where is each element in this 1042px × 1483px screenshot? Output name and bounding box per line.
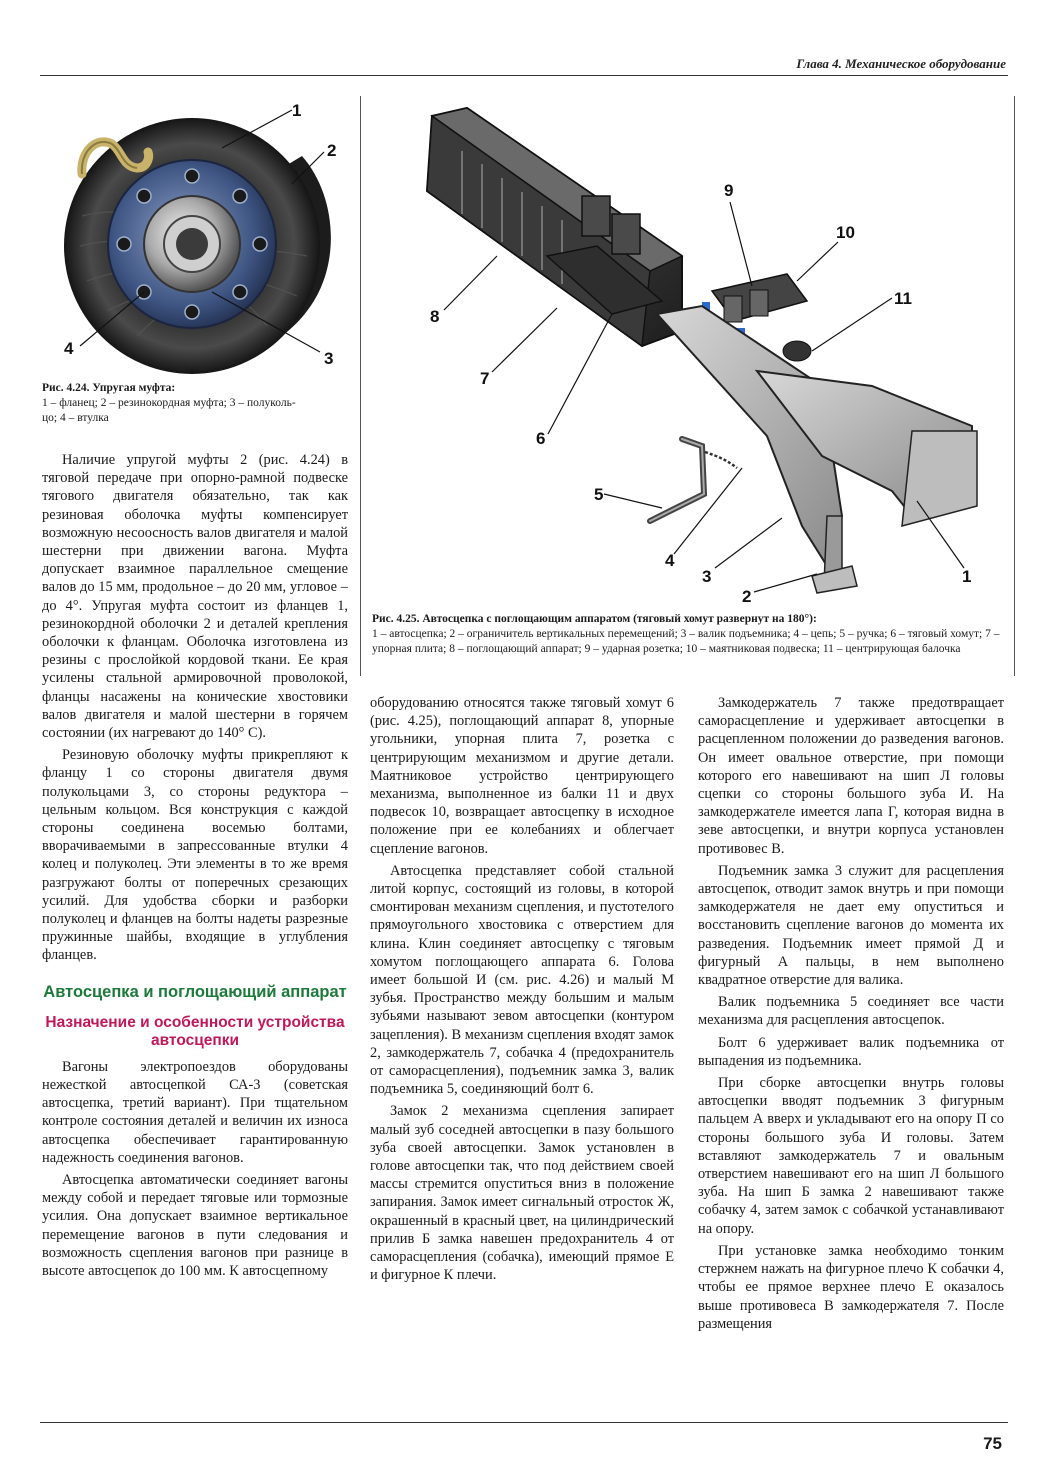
callout-2: 2 <box>742 587 752 606</box>
caption-title: Рис. 4.25. Автосцепка с поглощающим аппаратом (тяговый хомут развернут на 180°): <box>372 613 817 625</box>
callout-1: 1 <box>962 567 972 586</box>
text-column-right <box>698 694 1004 1337</box>
leader-3 <box>715 518 782 568</box>
leader-6 <box>548 314 612 434</box>
callout-5: 5 <box>594 485 604 504</box>
header-rule <box>40 75 1008 76</box>
callout-1: 1 <box>292 101 302 120</box>
figure-4-25 <box>372 96 1012 608</box>
leader-9 <box>730 202 752 286</box>
paragraph: Замкодержатель 7 также предотвращает саморасцепление и удерживает автосцепки в расцепленном положении до разведения вагонов. Он имеет овальное отверстие, при помощи которого его навешивают на шип Л головы сцепки со стороны большого зуба И. На замкодержателе имеется лапа Г, которая видна в зеве автосцепки, и внутри корпуса установлен противовес В. <box>698 695 1004 857</box>
leader-2 <box>754 574 817 592</box>
leader-8 <box>444 256 497 310</box>
paragraph: Болт 6 удерживает валик подъемника от выпадения из подъемника. <box>698 1034 1004 1069</box>
callout-10: 10 <box>836 223 855 242</box>
column-divider-right <box>1014 96 1015 676</box>
paragraph: Валик подъемника 5 соединяет все части механизма для расцепления автосцепок. <box>698 994 1004 1029</box>
section-heading: Автосцепка и поглощающий аппарат <box>43 982 347 1001</box>
paragraph: Замок 2 механизма сцепления запирает малый зуб соседней автосцепки в пазу большого зуба своей автосцепки. Замок установлен в голове автосцепки так, что под действием своей массы стремится опуститься вниз в положение запирания. Замок имеет сигнальный отросток Ж, окрашенный в красный цвет, на цилиндрический прилив Б замка навешен предохранитель 4 от саморасцепления (собачка), имеющий прямое Е и фигурное К плечи. <box>370 1103 674 1284</box>
callout-8: 8 <box>430 307 440 326</box>
leader-10 <box>797 242 838 281</box>
figure-4-24-caption <box>42 381 352 426</box>
paragraph: При установке замка необходимо тонким стержнем нажать на фигурное плечо К собачки 4, чтобы ее прямое верхнее плечо Е оказалось выше противовеса В замкодержателя 7. После размещения <box>698 1242 1004 1332</box>
paragraph: Резиновую оболочку муфты прикрепляют к фланцу 1 со стороны двигателя двумя полукольцами 3, со стороны редуктора – цельным кольцом. Вся конструкция с каждой стороны соединена восемью болтами, вворачиваемыми в запрессованные втулки 4 колец и полуколец. Эти элементы в то же время разгружают болты от поперечных срезающих усилий. Для удобства сборки и разборки полуколец и фланцев на болты надеты разрезные пружинные шайбы, входящие в углубления фланцев. <box>42 747 348 964</box>
caption-title: Рис. 4.24. Упругая муфта: <box>42 382 176 394</box>
shaft-hole <box>176 228 208 260</box>
paragraph: Наличие упругой муфты 2 (рис. 4.24) в тяговой передаче при опорно-рамной подвеске тягового двигателя обязательно, так как резиновая оболочка муфты компенсирует возможную несоосность валов двигателя и малой шестерни при движении вагона. Муфта допускает взаимное параллельное смещение валов до 15 мм, продольное – до 20 мм, угловое – до 4°. Упругая муфта состоит из фланцев 1, резинокордной оболочки 2 и деталей крепления оболочки к фланцам. Оболочка изготовлена из резины с прослойкой кордовой ткани. Ее края усилены стальной армировочной проволокой, фланцы насажены на конические хвостовики валов двигателя и малой шестерни в горячем состоянии (их нагревают до 140° С). <box>42 452 348 742</box>
column-divider-left <box>360 96 361 676</box>
caption-body: 1 – автосцепка; 2 – ограничитель вертикальных перемещений; 3 – валик подъемника; 4 – цепь; 5 – ручка; 6 – тяговый хомут; 7 – упорная плита; 8 – поглощающий аппарат; 9 – ударная розетка; 10 – маятниковая подвеска; 11 – центрирующая балочка <box>372 628 1000 655</box>
leader-4 <box>674 468 742 554</box>
footer-rule <box>40 1422 1008 1423</box>
text-column-left <box>42 451 348 1284</box>
callout-3: 3 <box>324 349 334 368</box>
paragraph: Подъемник замка 3 служит для расцепления автосцепок, отводит замок внутрь и при помощи замкодержателя не дает ему опуститься и восстановить сцепление вагонов до момента их разведения. Подъемник имеет прямой Д и фигурный А пальцы, в нем выполнено квадратное отверстие для валика. <box>698 862 1004 989</box>
leader-7 <box>492 308 557 372</box>
callout-7: 7 <box>480 369 490 388</box>
paragraph: Вагоны электропоездов оборудованы нежесткой автосцепкой СА-3 (советская автосцепка, третий вариант). При тщательном контроле состояния деталей и величин их износа автосцепка обеспечивает гарантированную надежность соединения вагонов. <box>42 1058 348 1166</box>
coupler-illustration <box>372 96 1012 608</box>
running-head: Глава 4. Механическое оборудование <box>796 56 1006 71</box>
callout-11: 11 <box>894 289 912 308</box>
release-handle <box>650 439 737 521</box>
caption-body: 1 – фланец; 2 – резинокордная муфта; 3 – полуколь- цо; 4 – втулка <box>42 397 296 424</box>
coupling-illustration <box>52 96 352 378</box>
callout-2: 2 <box>327 141 337 160</box>
callout-6: 6 <box>536 429 546 448</box>
paragraph: Автосцепка автоматически соединяет вагоны между собой и передает тяговые или тормозные усилия. Она допускает взаимное вертикальное перемещение вагонов в пути следования и возможность сцепления вагонов при разнице в высоте автосцепок до 100 мм. К автосцепному <box>42 1171 348 1279</box>
callout-4: 4 <box>665 551 675 570</box>
paragraph: Автосцепка представляет собой стальной литой корпус, состоящий из головы, в которой смонтирован механизм сцепления, и пустотелого прямоугольного хвостовика с отверстием для клина. Клин соединяет автосцепку с тяговым хомутом поглощающего аппарата 6. Голова имеет большой И (см. рис. 4.26) и малый М зубья. Пространство между большим и малым зубьями называют зевом автосцепки (контуром зацепления). В механизм сцепления входят замок 2, замкодержатель 7, собачка 4 (предохранитель от саморасцепления), подъемник замка 3, валик подъемника 5, соединяющий болт 6. <box>370 862 674 1098</box>
paragraph: оборудованию относятся также тяговый хомут 6 (рис. 4.25), поглощающий аппарат 8, упорные угольники, упорная плита 7, розетка с центрирующим механизмом и другие детали. Маятниковое устройство центрирующего механизма, выполненное из балки 11 и двух подвесок 10, возвращает автосцепку в исходное положение при ее колебаниях и облегчает сцепление вагонов. <box>370 695 674 857</box>
callout-9: 9 <box>724 181 734 200</box>
paragraph: При сборке автосцепки внутрь головы автосцепки вводят подъемник 3 фигурным пальцем А вверх и укладывают его на опору П со стороны большого зуба И головы. Затем вставляют замкодержатель 7 и овальным отверстием навешивают его на шип Л большого зуба. На шип Б замка 2 навешивают также собачку 4, затем замок с собачкой устанавливают на опору. <box>698 1075 1004 1237</box>
text-column-middle <box>370 694 674 1289</box>
callout-3: 3 <box>702 567 712 586</box>
figure-4-25-caption <box>372 612 1004 657</box>
leader-11 <box>812 298 892 351</box>
subsection-heading: Назначение и особенности устройства автосцепки <box>45 1013 345 1049</box>
callout-4: 4 <box>64 339 74 358</box>
page-number: 75 <box>983 1434 1002 1453</box>
figure-4-24 <box>52 96 352 378</box>
leader-5 <box>604 494 662 508</box>
